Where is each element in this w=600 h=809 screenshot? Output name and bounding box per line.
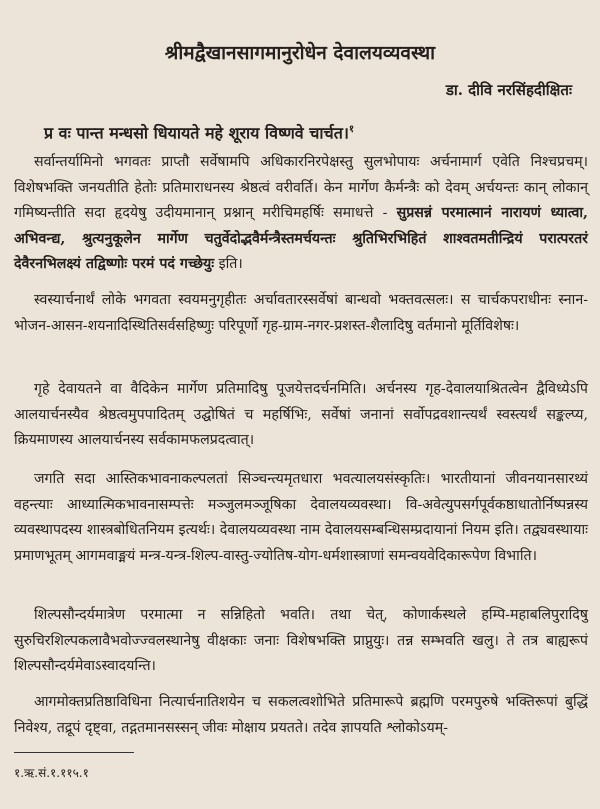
paragraph-4 [14, 467, 588, 569]
page-title: श्रीमद्वैखानसागमानुरोधेन देवालयव्यवस्था [164, 42, 436, 64]
epigraph-verse [44, 121, 354, 143]
paragraph-6-text: आगमोक्तप्रतिष्ठाविधिना नित्यार्चनातिशयेन च सकलत्वशोभिते प्रतिमारूपे ब्रह्मणि परमपुरुषे भक्तिरूपां बुद्धिं निवेश्य, तद्रूपं दृष्ट्वा, तद्गतमानसस्सन् जीवः मोक्षाय प्रयतते। तदेव ज्ञापयति श्लोकोऽयम्- [14, 694, 588, 736]
footnote-divider [14, 752, 134, 753]
paragraph-3-text: गृहे देवायतने वा वैदिकेन मार्गेण प्रतिमादिषु पूजयेत्तदर्चनमिति। अर्चनस्य गृह-देवालयाश्रितत्वेन द्वैविध्येऽपि आलयार्चनस्यैव श्रेष्ठत्वमुपपादितम् उद्घोषितं च महर्षिभिः, सर्वेषां जनानां सर्वोपद्रवशान्त्यर्थं स्वस्त्यर्थं सङ्कल्प्य, क्रियमाणस्य आलयार्चनस्य सर्वकामफलप्रदत्वात्। [14, 381, 588, 448]
paragraph-6 [14, 690, 588, 741]
footnote: १.ऋ.सं.१.११५.१ [14, 766, 89, 780]
paragraph-3 [14, 377, 588, 454]
paragraph-5 [14, 603, 588, 680]
paragraph-5-text: शिल्पसौन्दर्यमात्रेण परमात्मा न सन्निहितो भवति। तथा चेत्, कोणार्कस्थले हम्पि-महाबलिपुरादिषु सुरुचिरशिल्पकलावैभवोज्ज्वलस्थानेषु वीक्षकाः जनाः विशेषभक्ति प्राप्नुयुः। तन्न सम्भवति खलु। ते तत्र बाह्यरूपं शिल्पसौन्दर्यमेवाऽस्वादयन्ति। [14, 607, 588, 674]
footnote-marker: १ [348, 124, 355, 135]
paragraph-2-text: स्वस्यार्चनार्थं लोके भगवता स्वयमनुगृहीतः अर्चावतारस्सर्वेषां बान्धवो भक्तवत्सलः। स चार्चकपराधीनः स्नान-भोजन-आसन-शयनादिस्थितिसर्वसहिष्णुः परिपूर्णो गृह-ग्राम-नगर-प्रशस्त-शैलादिषु वर्तमानो मूर्तिविशेषः। [14, 292, 588, 334]
paragraph-1-quote: सुप्रसन्नं परमात्मानं नारायणं ध्यात्वा, अभिवन्द्य, श्रुत्यनुकूलेन मार्गेण चतुर्वेदोद्भवैर्मन्त्रैस्तमर्चयन्तः श्रुतिभिरभिहितं शाश्वतमतीन्द्रियं परात्परतरं देवैरनभिलक्ष्यं तद्विष्णोः परमं पदं गच्छेयुः [14, 205, 588, 272]
verse-text: प्र वः पान्त मन्धसो धियायते महे शूराय विष्णवे चार्चत। [44, 123, 349, 143]
paragraph-1-end: इति। [214, 256, 243, 272]
paragraph-2 [14, 288, 588, 339]
paragraph-4-text: जगति सदा आस्तिकभावनाकल्पलतां सिञ्चन्त्यमृतधारा भवत्यालयसंस्कृतिः। भारतीयानां जीवनयानसारथ्यं वहन्त्याः आध्यात्मिकभावनासम्पत्तेः मञ्जुलमञ्जूषिका देवालयव्यवस्था। वि-अवेत्युपसर्गपूर्वकष्ठाधातोर्निष्पन्नस्य व्यवस्थापदस्य शास्त्रबोधितनियम इत्यर्थः। देवालयव्यवस्था नाम देवालयसम्बन्धिसम्प्रदायानां नियम इति। तद्व्यवस्थायाः प्रमाणभूतम् आगमवाङ्मयं मन्त्र-यन्त्र-शिल्प-वास्तु-ज्योतिष-योग-धर्मशास्त्राणां समन्वयवेदिकारूपेण विभाति। [14, 471, 588, 564]
paragraph-1 [14, 150, 588, 278]
author-name: डा. दीवि नरसिंहदीक्षितः [445, 81, 572, 99]
paragraph-1-text: सर्वान्तर्यामिनो भगवतः प्राप्तौ सर्वेषामपि अधिकारनिरपेक्षस्तु सुलभोपायः अर्चनामार्ग एवेति निश्चप्रचम्। विशेषभक्ति जनयतीति हेतोः प्रतिमाराधनस्य श्रेष्ठत्वं वरीवर्ति। केन मार्गेण कैर्मन्त्रैः को देवम् अर्चयन्तः कान् लोकान् गमिष्यन्तीति सदा हृदयेषु उदीयमानान् प्रश्नान् मरीचिमहर्षिः समाधत्ते - [14, 154, 588, 221]
